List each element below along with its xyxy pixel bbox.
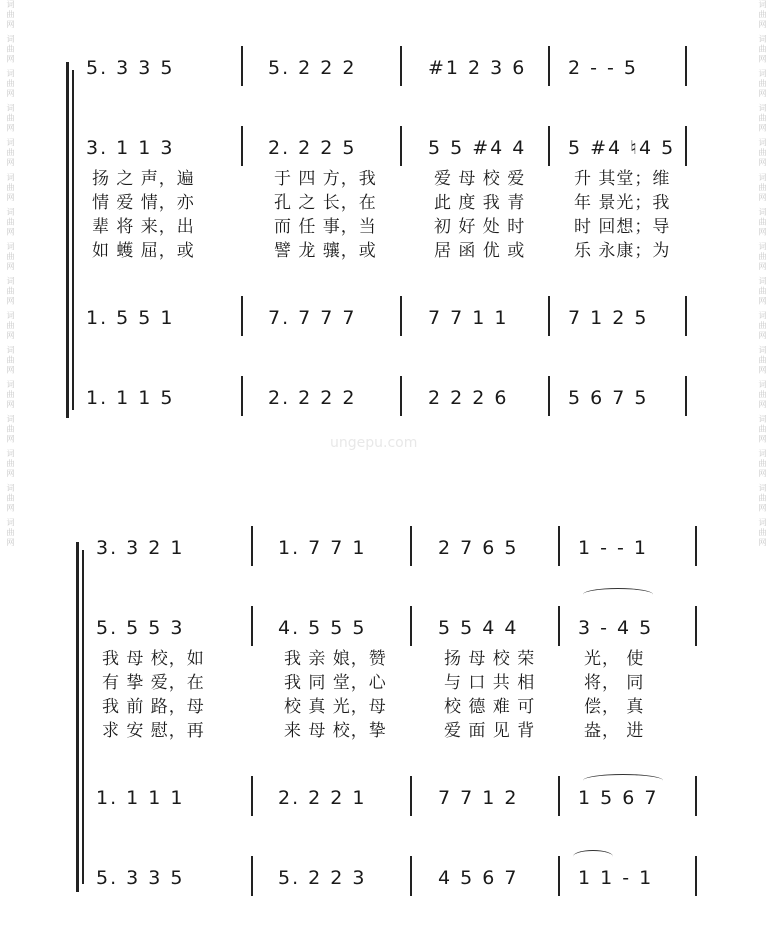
lyric-segment: 有 挚 爱，在 xyxy=(102,673,205,693)
measure-1: 3. 1 1 3 xyxy=(86,137,175,159)
measure-4: 1 1 - 1 xyxy=(578,867,654,889)
lyric-segment: 乐 永康；为 xyxy=(574,241,671,261)
measure-4: 5 #4 ♮4 5 xyxy=(568,137,676,159)
slur-mark xyxy=(583,588,653,601)
bar-line xyxy=(400,126,402,166)
measure-3: 7 7 1 1 xyxy=(428,307,509,329)
measure-1: 5. 5 5 3 xyxy=(96,617,185,639)
lyric-verse-4 xyxy=(78,236,698,261)
bar-line xyxy=(251,776,253,816)
measure-3: 2 7 6 5 xyxy=(438,537,519,559)
measure-3: 5 5 #4 4 xyxy=(428,137,527,159)
measure-4: 5 6 7 5 xyxy=(568,387,649,409)
bar-line xyxy=(558,606,560,646)
lyric-segment: 居 函 优 或 xyxy=(434,241,526,261)
lyric-segment: 将， 同 xyxy=(584,673,645,693)
staff-row-soprano xyxy=(78,52,698,84)
left-watermark-strip: 词曲网 词曲网 词曲网 词曲网 词曲网 词曲网 词曲网 词曲网 词曲网 词曲网 词曲网 词曲网 词曲网 词曲网 词曲网 词曲网 xyxy=(6,0,15,549)
bar-line xyxy=(685,376,687,416)
lyric-segment: 我 同 堂，心 xyxy=(284,673,387,693)
measure-2: 2. 2 2 1 xyxy=(278,787,367,809)
lyric-segment: 年 景光；我 xyxy=(574,193,671,213)
lyric-segment: 辈 将 来，出 xyxy=(92,217,195,237)
bar-line xyxy=(685,296,687,336)
measure-3: 4 5 6 7 xyxy=(438,867,519,889)
measure-2: 4. 5 5 5 xyxy=(278,617,367,639)
bar-line xyxy=(410,856,412,896)
ghost-watermark: ungepu.com xyxy=(330,435,418,451)
bar-line xyxy=(241,126,243,166)
bar-line xyxy=(410,776,412,816)
lyric-segment: 时 回想；导 xyxy=(574,217,671,237)
measure-4: 3 - 4 5 xyxy=(578,617,654,639)
bar-line xyxy=(410,526,412,566)
bar-line xyxy=(251,856,253,896)
lyric-segment: 于 四 方，我 xyxy=(274,169,377,189)
measure-4: 1 5 6 7 xyxy=(578,787,659,809)
bar-line xyxy=(695,776,697,816)
measure-2: 2. 2 2 5 xyxy=(268,137,357,159)
bar-line xyxy=(410,606,412,646)
bar-line xyxy=(251,526,253,566)
measure-2: 5. 2 2 2 xyxy=(268,57,357,79)
lyric-verse-1 xyxy=(78,164,698,189)
bar-line xyxy=(548,296,550,336)
measure-1: 1. 5 5 1 xyxy=(86,307,175,329)
lyric-segment: 升 其堂；维 xyxy=(574,169,671,189)
measure-1: 3. 3 2 1 xyxy=(96,537,185,559)
system1-brace-inner xyxy=(72,70,74,410)
bar-line xyxy=(400,46,402,86)
lyric-segment: 此 度 我 青 xyxy=(434,193,526,213)
staff-row-alto xyxy=(78,612,698,644)
bar-line xyxy=(558,526,560,566)
lyric-segment: 我 前 路，母 xyxy=(102,697,205,717)
lyric-segment: 譬 龙 骧，或 xyxy=(274,241,377,261)
lyric-segment: 校 德 难 可 xyxy=(444,697,536,717)
lyric-segment: 如 蠖 屈，或 xyxy=(92,241,195,261)
lyric-segment: 偿， 真 xyxy=(584,697,645,717)
staff-row-tenor xyxy=(78,302,698,334)
measure-1: 5. 3 3 5 xyxy=(96,867,185,889)
lyric-segment: 情 爱 情，亦 xyxy=(92,193,195,213)
lyric-segment: 与 口 共 相 xyxy=(444,673,536,693)
staff-row-alto xyxy=(78,132,698,164)
bar-line xyxy=(558,776,560,816)
bar-line xyxy=(685,46,687,86)
bar-line xyxy=(241,376,243,416)
bar-line xyxy=(685,126,687,166)
lyric-segment: 求 安 慰，再 xyxy=(102,721,205,741)
measure-3: 2 2 2 6 xyxy=(428,387,509,409)
lyric-verse-2 xyxy=(78,188,698,213)
lyric-segment: 爱 母 校 爱 xyxy=(434,169,526,189)
slur-mark xyxy=(573,850,613,863)
bar-line xyxy=(241,296,243,336)
measure-1: 1. 1 1 1 xyxy=(96,787,185,809)
bar-line xyxy=(400,296,402,336)
measure-4: 7 1 2 5 xyxy=(568,307,649,329)
measure-2: 1. 7 7 1 xyxy=(278,537,367,559)
bar-line xyxy=(548,126,550,166)
bar-line xyxy=(695,606,697,646)
bar-line xyxy=(241,46,243,86)
staff-row-bass xyxy=(78,862,698,894)
lyric-segment: 我 亲 娘，赞 xyxy=(284,649,387,669)
measure-1: 5. 3 3 5 xyxy=(86,57,175,79)
bar-line xyxy=(558,856,560,896)
lyric-segment: 来 母 校，挚 xyxy=(284,721,387,741)
staff-row-soprano xyxy=(78,532,698,564)
measure-3: 5 5 4 4 xyxy=(438,617,519,639)
lyric-segment: 孔 之 长，在 xyxy=(274,193,377,213)
lyric-segment: 而 任 事，当 xyxy=(274,217,377,237)
measure-3: #1 2 3 6 xyxy=(428,57,527,79)
lyric-segment: 爱 面 见 背 xyxy=(444,721,536,741)
lyric-segment: 初 好 处 时 xyxy=(434,217,526,237)
lyric-verse-3 xyxy=(78,212,698,237)
bar-line xyxy=(695,856,697,896)
staff-row-bass xyxy=(78,382,698,414)
lyric-segment: 扬 之 声，遍 xyxy=(92,169,195,189)
bar-line xyxy=(251,606,253,646)
measure-2: 5. 2 2 3 xyxy=(278,867,367,889)
measure-4: 2 - - 5 xyxy=(568,57,639,79)
bar-line xyxy=(548,46,550,86)
staff-row-tenor xyxy=(78,782,698,814)
system1-brace xyxy=(66,62,69,418)
lyric-verse-4 xyxy=(78,716,698,741)
lyric-segment: 校 真 光，母 xyxy=(284,697,387,717)
measure-2: 7. 7 7 7 xyxy=(268,307,357,329)
measure-3: 7 7 1 2 xyxy=(438,787,519,809)
lyric-segment: 盎， 进 xyxy=(584,721,645,741)
bar-line xyxy=(400,376,402,416)
lyric-segment: 光， 使 xyxy=(584,649,645,669)
lyric-segment: 我 母 校，如 xyxy=(102,649,205,669)
measure-4: 1 - - 1 xyxy=(578,537,649,559)
lyric-verse-3 xyxy=(78,692,698,717)
lyric-segment: 扬 母 校 荣 xyxy=(444,649,536,669)
measure-2: 2. 2 2 2 xyxy=(268,387,357,409)
measure-1: 1. 1 1 5 xyxy=(86,387,175,409)
right-watermark-strip: 词曲网 词曲网 词曲网 词曲网 词曲网 词曲网 词曲网 词曲网 词曲网 词曲网 词曲网 词曲网 词曲网 词曲网 词曲网 词曲网 xyxy=(758,0,767,549)
bar-line xyxy=(695,526,697,566)
lyric-verse-1 xyxy=(78,644,698,669)
slur-mark xyxy=(583,774,663,787)
lyric-verse-2 xyxy=(78,668,698,693)
bar-line xyxy=(548,376,550,416)
